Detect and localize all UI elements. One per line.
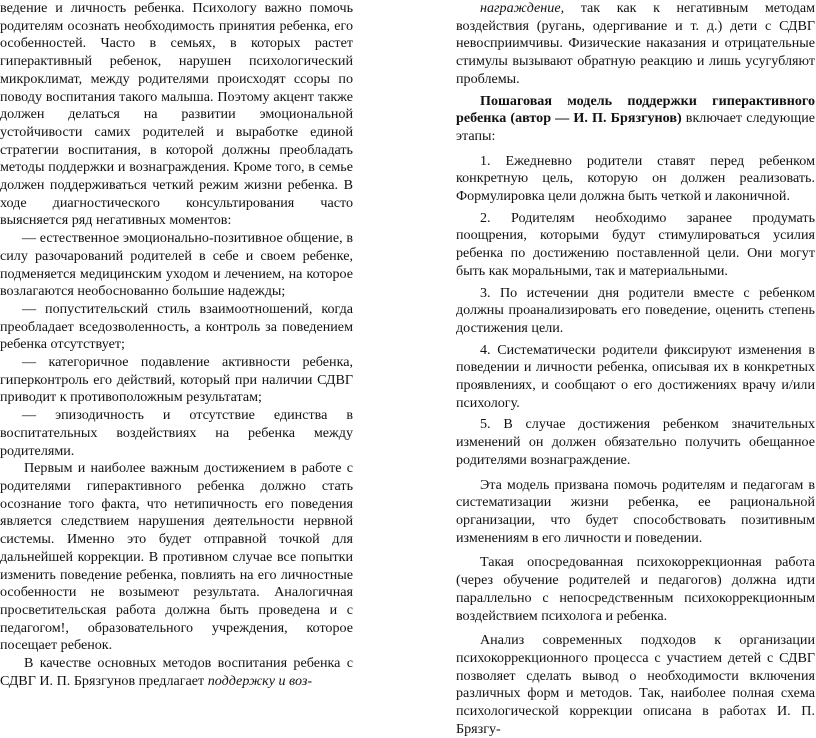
step-3: 3. По истечении дня родители вместе с ребенком должны проанализировать его поведение, оценить степень достижения цели. (456, 284, 815, 336)
reward-italic: награждение, (480, 0, 565, 16)
paragraph-model-purpose: Эта модель призвана помочь родителям и педагогам в систематизации жизни ребенка, ее рациональной организации, что будет способствовать позитивным изменениям в его личности и поведении. (456, 476, 815, 546)
paragraph-first-achievement: Первым и наиболее важным достижением в работе с родителями гиперактивного ребенка должно стать осознание того факта, что нетипичность его поведения является следствием нарушения деятельности нервной системы. Именно это будет отправной точкой для дальнейшей коррекции. В противном случае все попытки изменить поведение ребенка, повлиять на его личностные особенности не возымеют результата. Аналогичная просветительская работа должна быть проведена и с педагогом!, образовательного учреждения, которое посещает ребенок. (0, 460, 353, 654)
list-item-episodic: — эпизодичность и отсутствие единства в воспитательных воздействиях на ребенка между родителями. (0, 407, 353, 459)
step-4: 4. Систематически родители фиксируют изменения в поведении и личности ребенка, описывая их в конкретных проявлениях, и сообщают о его достижениях врачу и/или психологу. (456, 341, 815, 411)
paragraph-analysis: Анализ современных подходов к организации психокоррекционного процесса с участием детей с СДВГ позволяет сделать вывод о необходимости включения различных форм и методов. Так, наиболее полная схема психологической коррекции описана в работах И. П. Брязгу- (456, 632, 815, 737)
methods-italic: поддержку и воз- (207, 672, 313, 689)
model-title: Пошаговая модель поддержки гиперактивного ребенка (автор — И. П. Брязгунов) (456, 92, 815, 127)
step-2: 2. Родителям необходимо заранее продумать поощрения, которыми будут стимулироваться усилия ребенка по достижению поставленной цели. Они могут быть как моральными, так и материальными. (456, 209, 815, 279)
paragraph-methods (0, 655, 353, 690)
paragraph-model-heading (456, 93, 815, 146)
step-1: 1. Ежедневно родители ставят перед ребенком конкретную цель, которую он должен реализовать. Формулировка цели должна быть четкой и лаконичной. (456, 152, 815, 205)
reward-text: так как к негативным методам воздействия (ругань, одергивание и т. д.) дети с СДВГ невосприимчивы. Физические наказания и отрицательные стимулы вызывают обратную реакцию и лишь усугубляют проблемы. (456, 0, 815, 87)
step-5: 5. В случае достижения ребенком значительных изменений он должен обязательно получить обещанное родителями вознаграждение. (456, 416, 815, 468)
left-column (0, 0, 353, 690)
paragraph-parents-awareness: ведение и личность ребенка. Психологу важно помочь родителям осознать необходимость принятия ребенка, его особенностей. Часто в семьях, в которых растет гиперактивный ребенок, нарушен психологический микроклимат, между родителями происходят ссоры по поводу воспитания такого малыша. Поэтому акцент также должен делаться на развитии эмоциональной устойчивости самих родителей и выработке единой стратегии воспитания, в которой должны преобладать методы поддержки и вознаграждения. Кроме того, в семье должен поддерживаться четкий режим жизни ребенка. В ходе диагностического консультирования часто выясняется ряд негативных моментов: (0, 0, 353, 229)
list-item-medical-care: — естественное эмоционально-позитивное общение, в силу разочарований родителей в себе и своем ребенке, подменяется медицинским уходом и лечением, на которое возлагаются необоснованно большие надежды; (0, 230, 353, 300)
list-item-suppression: — категоричное подавление активности ребенка, гиперконтроль его действий, который при наличии СДВГ приводит к противоположным результатам; (0, 354, 353, 406)
right-column (456, 0, 815, 738)
list-item-permissive-style: — попустительский стиль взаимоотношений, когда преобладает вседозволенность, а контроль за поведением ребенка отсутствует; (0, 300, 353, 353)
paragraph-mediated-work: Такая опосредованная психокоррекционная работа (через обучение родителей и педагогов) должна идти параллельно с непосредственным психокоррекционным воздействием психолога и ребенка. (456, 554, 815, 624)
model-intro: включает следующие этапы: (456, 110, 815, 144)
methods-text: В качестве основных методов воспитания ребенка с СДВГ И. П. Брязгунов предлагает (0, 655, 353, 689)
paragraph-reward (456, 0, 815, 89)
